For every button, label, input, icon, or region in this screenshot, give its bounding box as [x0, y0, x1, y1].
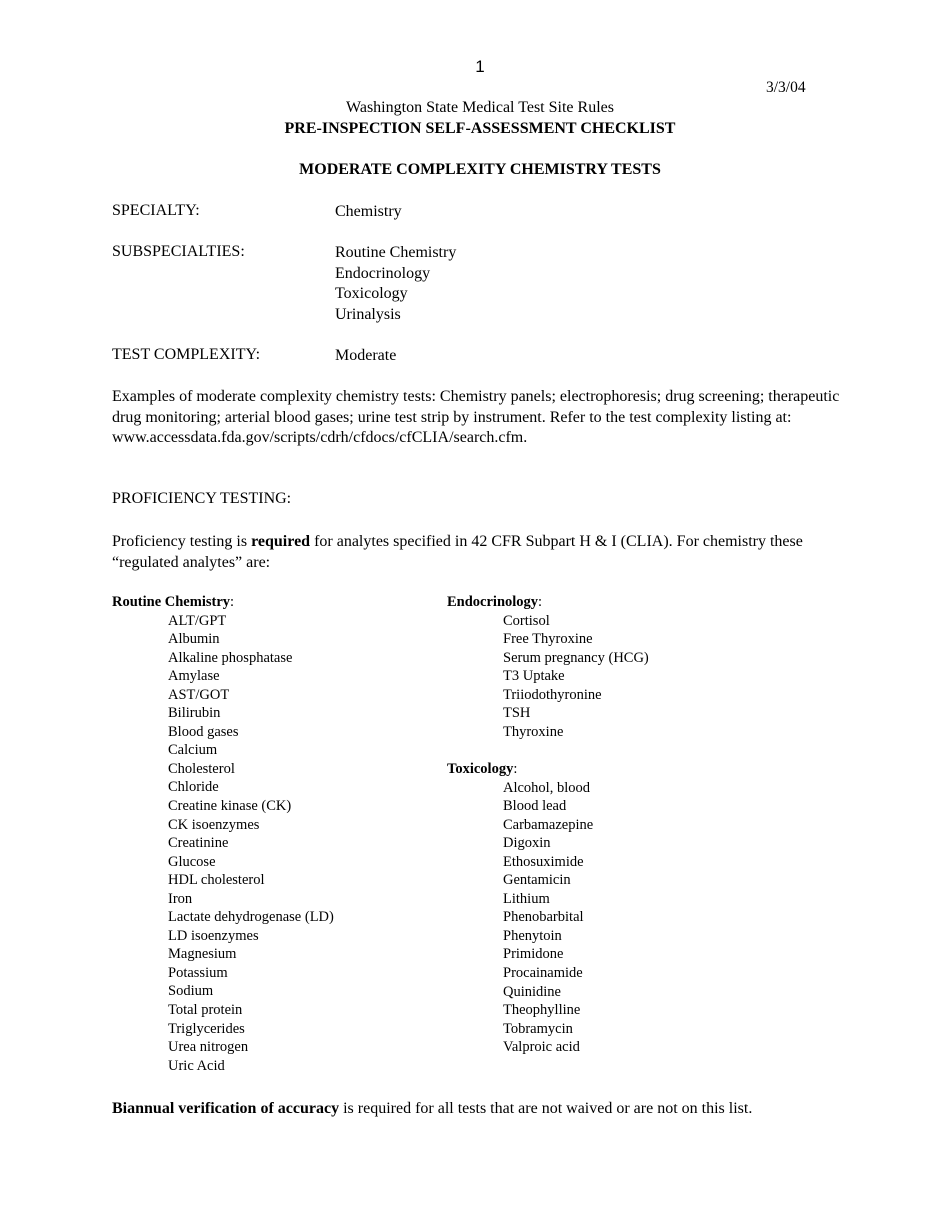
list-item: Tobramycin	[503, 1020, 573, 1037]
list-item: Albumin	[168, 631, 220, 648]
footer-note	[112, 1099, 872, 1120]
proficiency-paragraph	[112, 532, 872, 573]
routine-chemistry-section: Routine Chemistry: ALT/GPT Albumin Alkaline phosphatase Amylase AST/GOT Bilirubin Blood gases Calcium Cholesterol Chloride Creatine kinase (CK) CK isoenzymes Creatinine Glucose HDL cholesterol Iron Lactate dehydrogenase (LD) LD isoenzymes Magnesium Potassium Sodium Total protein Triglycerides Urea nitrogen Uric Acid	[112, 594, 334, 1074]
list-item: Primidone	[503, 946, 564, 963]
list-item: Sodium	[168, 983, 214, 1000]
list-item: Quinidine	[503, 983, 561, 1000]
list-item: Potassium	[168, 964, 228, 981]
document-subtitle: MODERATE COMPLEXITY CHEMISTRY TESTS	[299, 161, 661, 178]
list-item: Creatine kinase (CK)	[168, 798, 292, 815]
list-item: Total protein	[168, 1002, 243, 1019]
footer-emphasis: Biannual verification of accuracy	[112, 1100, 340, 1117]
subspecialty-item: Routine Chemistry	[335, 244, 457, 261]
list-item: HDL cholesterol	[168, 872, 265, 889]
subspecialties-list	[335, 243, 456, 326]
test-complexity-value: Moderate	[335, 347, 397, 364]
list-item: Blood lead	[503, 798, 567, 815]
endocrinology-heading: Endocrinology	[447, 594, 539, 610]
toxicology-list	[503, 779, 593, 1057]
list-item: Cholesterol	[168, 760, 235, 777]
document-title: PRE-INSPECTION SELF-ASSESSMENT CHECKLIST	[284, 120, 676, 137]
list-item: Triglycerides	[168, 1020, 245, 1037]
footer-text: is required for all tests that are not waived or are not on this list.	[339, 1100, 753, 1117]
document-date: 3/3/04	[766, 79, 806, 96]
proficiency-heading: PROFICIENCY TESTING:	[112, 490, 292, 507]
list-item: Lithium	[503, 890, 550, 907]
list-item: Chloride	[168, 779, 219, 796]
proficiency-text-end: for analytes specified in 42 CFR Subpart H & I (CLIA). For chemistry these “regulated analytes” are:	[112, 533, 803, 571]
required-emphasis: required	[251, 533, 311, 550]
test-complexity-label: TEST COMPLEXITY:	[112, 346, 261, 363]
list-item: Valproic acid	[503, 1039, 580, 1056]
list-item: Amylase	[168, 668, 220, 685]
endocrinology-list	[503, 612, 649, 742]
list-item: Ethosuximide	[503, 853, 584, 870]
list-item: Gentamicin	[503, 872, 571, 889]
list-item: Magnesium	[168, 946, 237, 963]
list-item: Uric Acid	[168, 1057, 225, 1074]
subspecialty-item: Endocrinology	[335, 264, 431, 282]
toxicology-heading: Toxicology	[447, 761, 514, 777]
list-item: TSH	[503, 705, 531, 722]
list-item: Phenytoin	[503, 927, 562, 944]
subspecialties-label: SUBSPECIALTIES:	[112, 243, 245, 260]
list-item: LD isoenzymes	[168, 927, 259, 944]
list-item: Iron	[168, 890, 193, 907]
list-item: Free Thyroxine	[503, 631, 593, 648]
header-line-1: Washington State Medical Test Site Rules	[346, 99, 614, 116]
list-item: Urea nitrogen	[168, 1039, 249, 1056]
list-item: Carbamazepine	[503, 816, 594, 833]
list-item: Phenobarbital	[503, 909, 584, 926]
routine-chemistry-list	[168, 612, 334, 1076]
list-item: Theophylline	[503, 1002, 581, 1019]
list-item: Cortisol	[503, 612, 550, 629]
proficiency-text-start: Proficiency testing is	[112, 533, 252, 550]
routine-chemistry-heading: Routine Chemistry	[112, 594, 231, 610]
list-item: Alkaline phosphatase	[168, 649, 293, 666]
toxicology-section: Toxicology: Alcohol, blood Blood lead Carbamazepine Digoxin Ethosuximide Gentamicin Lithium Phenobarbital Phenytoin Primidone Procainamide Quinidine Theophylline Tobramycin Valproic acid	[447, 761, 594, 1056]
list-item: Serum pregnancy (HCG)	[503, 649, 649, 666]
list-item: Bilirubin	[168, 705, 221, 722]
list-item: Creatinine	[168, 835, 229, 852]
list-item: ALT/GPT	[168, 612, 227, 629]
specialty-label: SPECIALTY:	[112, 202, 200, 219]
list-item: T3 Uptake	[503, 668, 565, 685]
list-item: CK isoenzymes	[168, 816, 260, 833]
examples-paragraph: Examples of moderate complexity chemistry tests: Chemistry panels; electrophoresis; drug screening; therapeutic drug monitoring; arterial blood gases; urine test strip by instrument. Refer to the test complexity listing at: www.accessdata.fda.gov/scripts/cdrh/cfdocs/cfCLIA/search.cfm.	[112, 388, 840, 447]
endocrinology-section: Endocrinology: Cortisol Free Thyroxine Serum pregnancy (HCG) T3 Uptake Triiodothyronine TSH Thyroxine	[447, 594, 649, 740]
list-item: Digoxin	[503, 835, 551, 852]
list-item: Blood gases	[168, 723, 239, 740]
list-item: Procainamide	[503, 965, 583, 982]
subspecialty-item: Urinalysis	[335, 306, 401, 324]
list-item: Glucose	[168, 853, 216, 870]
list-item: Calcium	[168, 742, 218, 759]
list-item: Thyroxine	[503, 723, 564, 740]
list-item: AST/GOT	[168, 686, 230, 703]
list-item: Triiodothyronine	[503, 686, 602, 703]
list-item: Alcohol, blood	[503, 779, 590, 796]
list-item: Lactate dehydrogenase (LD)	[168, 909, 334, 926]
subspecialty-item: Toxicology	[335, 285, 408, 303]
specialty-value: Chemistry	[335, 203, 402, 220]
page-number: 1	[475, 57, 485, 76]
